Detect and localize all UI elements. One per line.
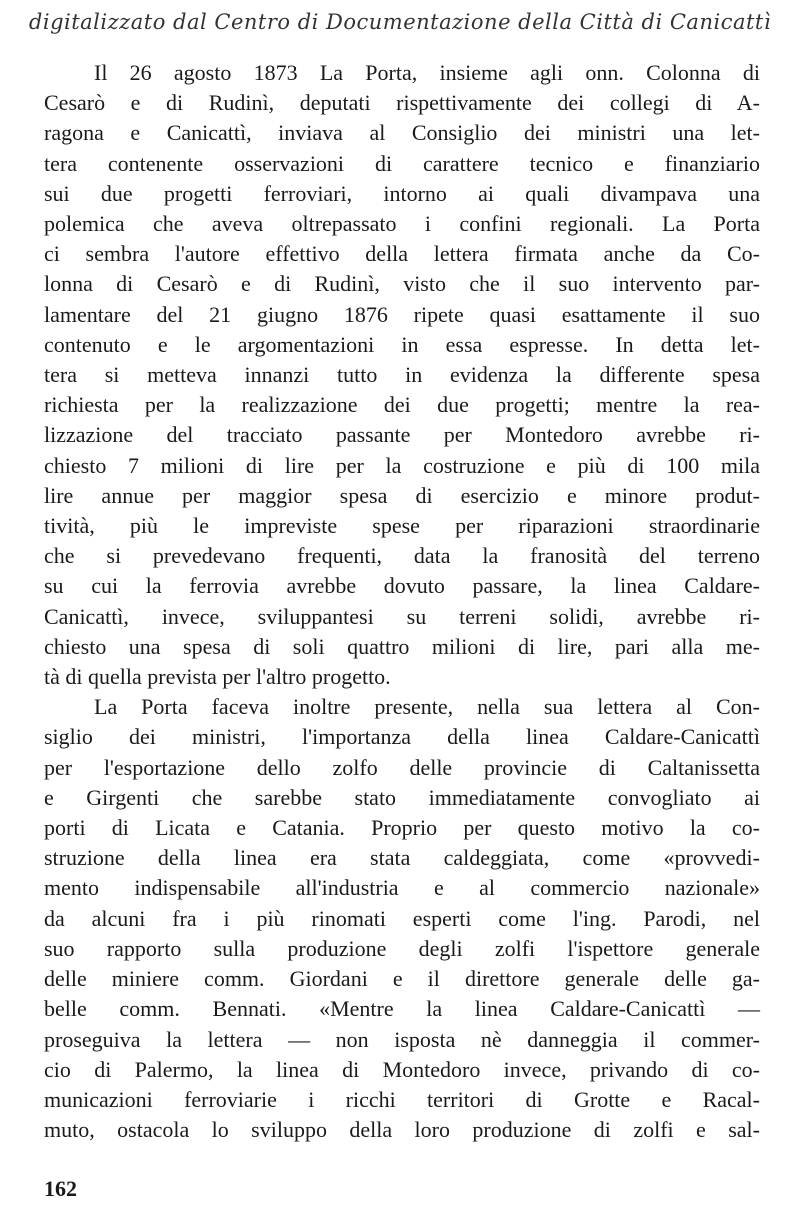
text-line: richiesta per la realizzazione dei due progetti; mentre la rea- bbox=[44, 392, 760, 418]
text-line: delle miniere comm. Giordani e il direttore generale delle ga- bbox=[44, 966, 760, 992]
text-line: La Porta faceva inoltre presente, nella sua lettera al Con- bbox=[94, 694, 760, 720]
text-line: mento indispensabile all'industria e al commercio nazionale» bbox=[44, 875, 760, 901]
text-line: Cesarò e di Rudinì, deputati rispettivamente dei collegi di A- bbox=[44, 90, 760, 116]
text-line: lonna di Cesarò e di Rudinì, visto che il suo intervento par- bbox=[44, 271, 760, 297]
text-line: belle comm. Bennati. «Mentre la linea Caldare-Canicattì — bbox=[44, 996, 760, 1022]
text-line: lizzazione del tracciato passante per Montedoro avrebbe ri- bbox=[44, 422, 760, 448]
text-line: da alcuni fra i più rinomati esperti come l'ing. Parodi, nel bbox=[44, 905, 760, 931]
body-text bbox=[44, 58, 760, 1145]
text-line: municazioni ferroviarie i ricchi territori di Grotte e Racal- bbox=[44, 1086, 760, 1112]
text-line: polemica che aveva oltrepassato i confini regionali. La Porta bbox=[44, 211, 760, 237]
text-line: suo rapporto sulla produzione degli zolfi l'ispettore generale bbox=[44, 935, 760, 961]
text-line: tera contenente osservazioni di carattere tecnico e finanziario bbox=[44, 150, 760, 176]
text-line: tività, più le impreviste spese per riparazioni straordinarie bbox=[44, 513, 760, 539]
text-line: siglio dei ministri, l'importanza della linea Caldare-Canicattì bbox=[44, 724, 760, 750]
text-line: per l'esportazione dello zolfo delle provincie di Caltanissetta bbox=[44, 754, 760, 780]
text-line: proseguiva la lettera — non isposta nè danneggia il commer- bbox=[44, 1026, 760, 1052]
text-line: che si prevedevano frequenti, data la franosità del terreno bbox=[44, 543, 760, 569]
text-line: contenuto e le argomentazioni in essa espresse. In detta let- bbox=[44, 331, 760, 357]
text-line: tà di quella prevista per l'altro progetto. bbox=[44, 664, 391, 690]
text-line: su cui la ferrovia avrebbe dovuto passare, la linea Caldare- bbox=[44, 573, 760, 599]
text-line: sui due progetti ferroviari, intorno ai quali divampava una bbox=[44, 180, 760, 206]
text-line: Il 26 agosto 1873 La Porta, insieme agli onn. Colonna di bbox=[94, 60, 760, 85]
text-line: tera si metteva innanzi tutto in evidenza la differente spesa bbox=[44, 362, 760, 388]
text-line: muto, ostacola lo sviluppo della loro produzione di zolfi e sal- bbox=[44, 1117, 760, 1143]
text-line: porti di Licata e Catania. Proprio per questo motivo la co- bbox=[44, 815, 760, 841]
text-line: chiesto 7 milioni di lire per la costruzione e più di 100 mila bbox=[44, 452, 760, 478]
text-line: ragona e Canicattì, inviava al Consiglio dei ministri una let- bbox=[44, 120, 760, 146]
text-line: lamentare del 21 giugno 1876 ripete quasi esattamente il suo bbox=[44, 301, 760, 327]
text-line: struzione della linea era stata caldeggiata, come «provvedi- bbox=[44, 845, 760, 871]
text-line: ci sembra l'autore effettivo della lettera firmata anche da Co- bbox=[44, 241, 760, 267]
text-line: lire annue per maggior spesa di esercizio e minore produt- bbox=[44, 482, 760, 508]
page-number: 162 bbox=[44, 1176, 77, 1201]
text-line: cio di Palermo, la linea di Montedoro invece, privando di co- bbox=[44, 1056, 760, 1082]
text-line: chiesto una spesa di soli quattro milioni di lire, pari alla me- bbox=[44, 633, 760, 659]
text-line: e Girgenti che sarebbe stato immediatamente convogliato ai bbox=[44, 784, 760, 810]
watermark: digitalizzato dal Centro di Documentazione della Città di Canicattì bbox=[28, 10, 772, 34]
text-line: Canicattì, invece, sviluppantesi su terreni solidi, avrebbe ri- bbox=[44, 603, 760, 629]
